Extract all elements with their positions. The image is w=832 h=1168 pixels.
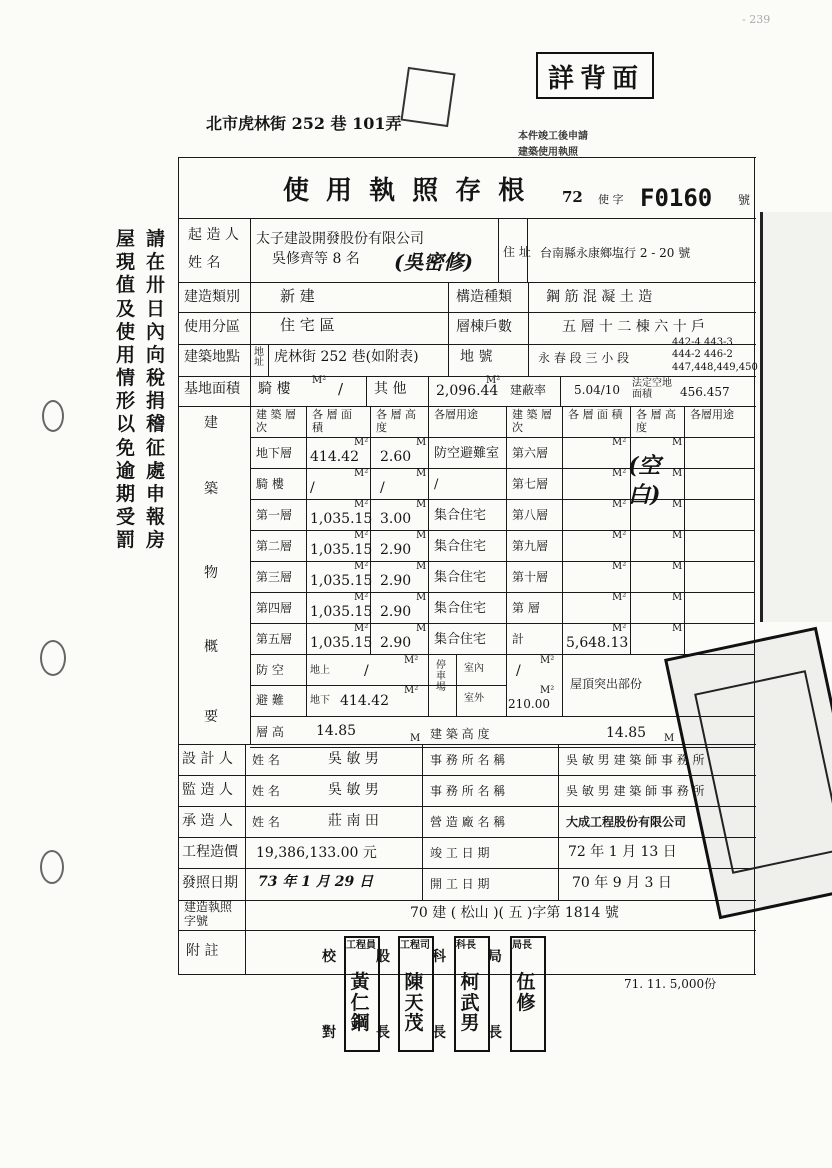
floor-area: /	[310, 480, 315, 496]
supervisor-name: 吳 敏 男	[328, 782, 379, 798]
structure-value: 鋼 筋 混 凝 土 造	[546, 289, 653, 305]
grid-line	[428, 654, 429, 716]
floor-name: 第八層	[512, 508, 549, 522]
contractor-name-label: 姓 名	[252, 815, 280, 829]
blank-mark: (空白)	[628, 453, 661, 508]
shelter-below-label: 地下	[310, 695, 330, 706]
floor-height: 3.00	[380, 511, 412, 527]
designer-name: 吳 敏 男	[328, 751, 379, 767]
grid-line	[250, 406, 754, 407]
building-side-char: 物	[204, 565, 218, 581]
parking-in-label: 室內	[464, 663, 484, 674]
print-note: 71. 11. 5,000份	[624, 977, 717, 991]
seal-name: 柯武男	[460, 971, 480, 1035]
unit-label: M	[416, 437, 427, 448]
applicant-signature: (吳密修)	[394, 250, 473, 274]
floor-height: 2.90	[380, 604, 412, 620]
floor-use: 防空避難室	[434, 446, 500, 461]
designer-name-label: 姓 名	[252, 753, 280, 767]
grid-line	[250, 747, 754, 748]
building-height-value: 14.85	[606, 725, 647, 741]
unit-label: M	[416, 530, 427, 541]
form-title: 使 用 執 照 存 根	[283, 176, 529, 206]
unit-label: M²	[612, 437, 627, 448]
unit-label: M²	[540, 655, 555, 666]
build-category-value: 新 建	[280, 287, 315, 305]
coverage-value: 5.04/10	[574, 383, 621, 397]
unit-label: M²	[540, 685, 555, 696]
unit-label: M	[416, 468, 427, 479]
unit-label: M	[410, 733, 421, 744]
floor-name: 第五層	[256, 632, 293, 646]
lot-section: 永 春 段 三 小 段	[538, 351, 630, 365]
unit-label: M²	[354, 437, 369, 448]
designer-office: 吳 敏 男 建 築 師 事 務 所	[566, 753, 705, 767]
grid-line	[250, 654, 754, 655]
grid-line	[456, 654, 457, 716]
completion-value: 72 年 1 月 13 日	[568, 844, 677, 860]
unit-label: M²	[354, 592, 369, 603]
floor-name: 第六層	[512, 446, 549, 460]
signoff-role: 長	[488, 1025, 502, 1041]
shelter-label: 防 空	[256, 663, 284, 677]
floor-name: 第四層	[256, 601, 293, 615]
floor-name: 第三層	[256, 570, 293, 584]
signoff-role: 長	[432, 1025, 446, 1041]
floor-name: 第 層	[512, 601, 540, 615]
unit-label: M	[672, 437, 683, 448]
arcade-area-value: /	[338, 380, 344, 398]
column-header: 各層用途	[434, 408, 478, 421]
floor-name: 第二層	[256, 539, 293, 553]
note-column: 請在卅日內向稅捐稽征處申報房	[146, 228, 166, 552]
seal-title: 工程員	[346, 940, 376, 951]
arcade-area-label: 騎 樓	[258, 381, 291, 397]
shelter-above-label: 地上	[310, 665, 330, 676]
site-location-sublabel: 地址	[254, 347, 264, 368]
unit-label: M²	[612, 561, 627, 572]
lot-numbers-1: 442-4 443-3	[672, 337, 733, 348]
other-area-value: 2,096.44	[436, 383, 499, 399]
permit-number: F0160	[640, 184, 713, 212]
unit-label: M	[672, 468, 683, 479]
applicant-company: 太子建設開發股份有限公司	[256, 231, 424, 247]
signoff-role: 股	[376, 949, 390, 965]
contractor-label: 承 造 人	[182, 813, 233, 829]
floor-name: 騎 樓	[256, 477, 284, 491]
column-header: 各 層 面 積	[312, 408, 352, 434]
floor-name: 計	[512, 632, 525, 646]
unit-label: M²	[612, 499, 627, 510]
floor-use: 集合住宅	[434, 508, 487, 523]
unit-label: M²	[612, 530, 627, 541]
start-date-value: 70 年 9 月 3 日	[572, 875, 672, 891]
arcade-unit: M²	[312, 375, 327, 386]
floor-use: 集合住宅	[434, 539, 487, 554]
zone-value: 住 宅 區	[280, 316, 335, 334]
parking-out-value: 210.00	[508, 697, 550, 711]
floor-area: 1,035.15	[310, 573, 373, 589]
floor-height: 2.90	[380, 635, 412, 651]
permit-year: 72	[562, 188, 583, 206]
unit-label: M	[416, 623, 427, 634]
zone-label: 使用分區	[184, 319, 240, 335]
floor-area: 1,035.15	[310, 542, 373, 558]
supervisor-name-label: 姓 名	[252, 784, 280, 798]
grid-line	[250, 685, 506, 686]
unit-label: M²	[404, 685, 419, 696]
open-space-value: 456.457	[680, 385, 730, 399]
unit-label: M	[416, 592, 427, 603]
designer-label: 設 計 人	[182, 751, 233, 767]
unit-label: M	[416, 561, 427, 572]
lot-numbers-3: 447,448,449,450	[672, 362, 758, 373]
applicant-label-1: 起 造 人	[188, 227, 239, 243]
unit-label: M	[664, 733, 675, 744]
completion-label: 竣 工 日 期	[430, 846, 490, 860]
unit-label: M	[672, 530, 683, 541]
parking-label: 停車場	[436, 660, 446, 693]
storey-height-value: 14.85	[316, 723, 357, 739]
start-date-label: 開 工 日 期	[430, 877, 490, 891]
column-header: 建 築 層 次	[512, 408, 552, 434]
applicant-person: 吳修齊等 8 名	[272, 251, 360, 267]
shelter-above-value: /	[364, 663, 369, 679]
floor-area: 1,035.15	[310, 511, 373, 527]
building-side-char: 概	[204, 639, 218, 655]
unit-label: M	[672, 561, 683, 572]
parking-in-value: /	[516, 663, 521, 679]
unit-label: M²	[354, 468, 369, 479]
permit-ref-label: 建造執照字號	[184, 900, 233, 929]
permit-number-suffix: 號	[738, 193, 751, 207]
structure-label: 構造種類	[456, 289, 512, 305]
unit-label: M²	[354, 623, 369, 634]
floor-name: 第一層	[256, 508, 293, 522]
floor-height: 2.90	[380, 573, 412, 589]
site-location-value: 虎林街 252 巷(如附表)	[274, 349, 419, 365]
unit-label: M²	[612, 623, 627, 634]
remarks-label: 附 註	[186, 943, 219, 959]
building-side-char: 要	[204, 709, 218, 725]
coverage-label: 建蔽率	[510, 383, 547, 397]
floor-use: 集合住宅	[434, 632, 487, 647]
applicant-address-label: 住 址	[503, 245, 531, 259]
applicant-address: 台南縣永康鄉塩行 2 - 20 號	[540, 246, 691, 260]
build-category-label: 建造類別	[184, 289, 240, 305]
unit-label: M²	[612, 592, 627, 603]
parking-out-label: 室外	[464, 693, 484, 704]
issue-date-value: 73 年 1 月 29 日	[258, 874, 374, 890]
floor-height: 2.90	[380, 542, 412, 558]
floor-name: 第九層	[512, 539, 549, 553]
top-stamp-line-1: 本件竣工後申請	[518, 131, 588, 142]
unit-label: M	[672, 499, 683, 510]
signoff-role: 長	[376, 1025, 390, 1041]
unit-label: M	[416, 499, 427, 510]
signoff-role: 局	[488, 949, 502, 965]
designer-office-label: 事 務 所 名 稱	[430, 753, 506, 767]
other-area-label: 其 他	[374, 381, 407, 397]
supervisor-office: 吳 敏 男 建 築 師 事 務 所	[566, 784, 705, 798]
seal-title: 局長	[512, 940, 532, 951]
floor-use: 集合住宅	[434, 570, 487, 585]
building-height-label: 建 築 高 度	[430, 727, 490, 741]
unit-label: M	[672, 623, 683, 634]
column-header: 各層用途	[690, 408, 734, 421]
base-area-label: 基地面積	[184, 381, 240, 397]
floor-name: 地下層	[256, 446, 293, 460]
detail-stamp-text: 詳背面	[548, 64, 645, 94]
unit-label: M²	[354, 530, 369, 541]
floor-area: 1,035.15	[310, 635, 373, 651]
signoff-role: 校	[322, 949, 336, 965]
unit-label: M²	[404, 655, 419, 666]
unit-label: M²	[354, 499, 369, 510]
contractor-name: 莊 南 田	[328, 813, 379, 829]
rooftop-label: 屋頂突出部份	[570, 677, 643, 691]
grid-line	[506, 654, 507, 716]
floor-area: 414.42	[310, 449, 359, 465]
shelter-below-value: 414.42	[340, 693, 389, 709]
floor-height: /	[380, 480, 385, 496]
floor-name: 第十層	[512, 570, 549, 584]
right-edge-seal	[760, 212, 832, 622]
permit-ref-value: 70 建 ( 松山 )( 五 )字第 1814 號	[410, 905, 619, 921]
faint-page-mark: - 239	[742, 13, 771, 26]
seal-name: 陳天茂	[404, 971, 424, 1035]
signoff-role: 對	[322, 1025, 336, 1041]
contractor-company: 大成工程股份有限公司	[566, 815, 687, 829]
seal-name: 伍修	[516, 971, 536, 1014]
contractor-company-label: 營 造 廠 名 稱	[430, 815, 506, 829]
column-header: 建 築 層 次	[256, 408, 296, 434]
cost-label: 工程造價	[182, 844, 238, 860]
unit-label: M²	[612, 468, 627, 479]
supervisor-label: 監 造 人	[182, 782, 233, 798]
unit-label: M	[672, 592, 683, 603]
issue-date-label: 發照日期	[182, 875, 238, 891]
storey-height-label: 層 高	[256, 725, 284, 739]
permit-word: 使 字	[598, 193, 624, 206]
top-stamp-line-2: 建築使用執照	[518, 147, 578, 158]
lot-label: 地 號	[460, 349, 493, 365]
header-address: 北市虎林街 252 巷 101弄	[206, 114, 402, 133]
floor-area: 1,035.15	[310, 604, 373, 620]
building-side-char: 建	[204, 415, 218, 431]
floor-use: /	[434, 477, 439, 492]
total-area: 5,648.13	[566, 635, 629, 651]
open-space-label: 法定空地面積	[632, 378, 672, 400]
cost-value: 19,386,133.00 元	[256, 845, 377, 861]
lot-numbers-2: 444-2 446-2	[672, 349, 733, 360]
floor-use: 集合住宅	[434, 601, 487, 616]
seal-title: 工程司	[400, 940, 430, 951]
signoff-role: 科	[432, 949, 446, 965]
floors-units-value: 五 層 十 二 棟 六 十 戶	[562, 319, 706, 335]
refuge-label: 避 難	[256, 693, 284, 707]
site-location-label: 建築地點	[184, 349, 240, 365]
note-column: 屋現值及使用情形以免逾期受罰	[116, 228, 136, 552]
floor-name: 第七層	[512, 477, 549, 491]
applicant-label-2: 姓 名	[188, 255, 221, 271]
floors-units-label: 層棟戶數	[456, 319, 512, 335]
grid-line	[306, 654, 307, 716]
seal-title: 科長	[456, 940, 476, 951]
column-header: 各 層 面 積	[568, 408, 623, 421]
unit-label: M²	[354, 561, 369, 572]
floor-height: 2.60	[380, 449, 412, 465]
column-header: 各 層 高 度	[636, 408, 676, 434]
building-side-char: 築	[204, 481, 218, 497]
other-area-unit: M²	[486, 375, 501, 386]
column-header: 各 層 高 度	[376, 408, 416, 434]
seal-name: 黃仁鋼	[350, 971, 370, 1035]
grid-line	[562, 654, 563, 716]
supervisor-office-label: 事 務 所 名 稱	[430, 784, 506, 798]
